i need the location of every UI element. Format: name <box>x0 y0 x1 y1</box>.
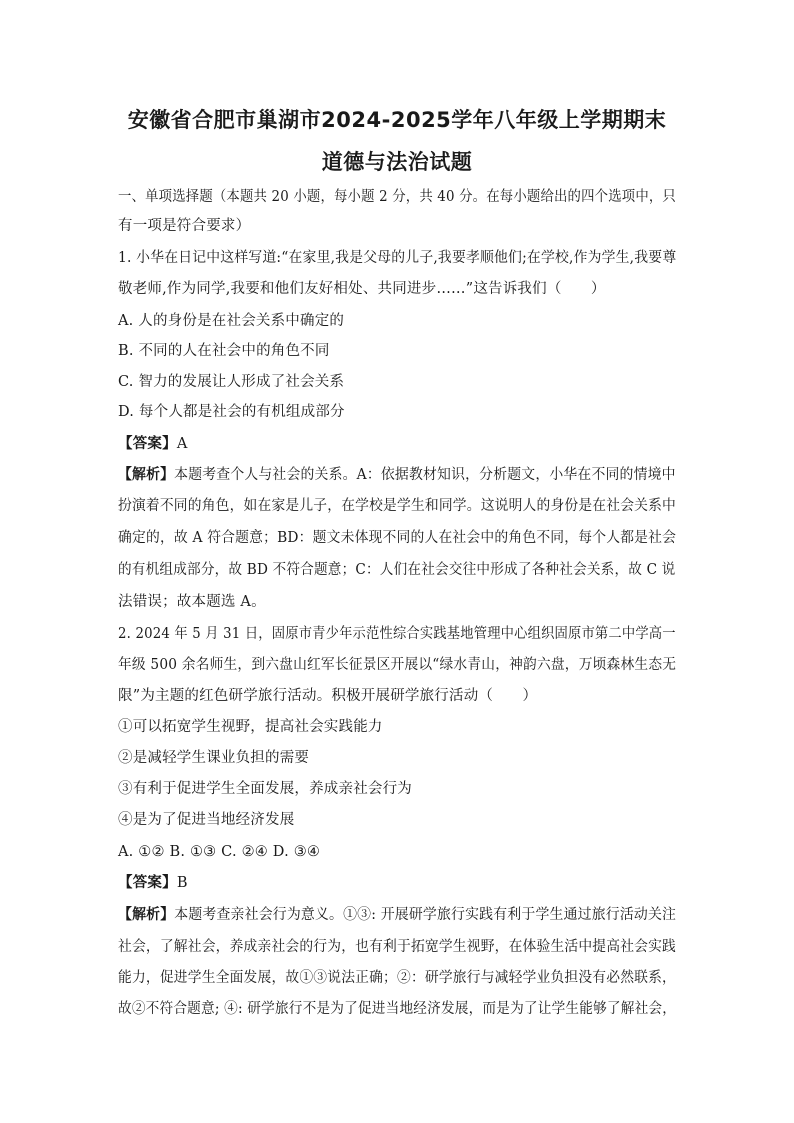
analysis-tag: 【解析】 <box>118 466 175 483</box>
question-1-analysis-line-5: 法错误；故本题选 A。 <box>118 594 266 610</box>
question-2-stem-line-2: 年级 500 余名师生，到六盘山红军长征景区开展以“绿水青山，神韵六盘，万顷森林生态无 <box>118 657 677 673</box>
question-2-item-2: ②是减轻学生课业负担的需要 <box>118 750 310 766</box>
question-1-stem-line-2: 敬老师,作为同学,我要和他们友好相处、共同进步……”这告诉我们（ ） <box>118 281 606 297</box>
document-title-line-1: 安徽省合肥市巢湖市2024-2025学年八年级上学期期末 <box>127 108 667 132</box>
question-2-analysis-line-1 <box>118 905 676 925</box>
question-1-option-a: A. 人的身份是在社会关系中确定的 <box>118 313 345 329</box>
question-1-analysis-line-3: 确定的，故 A 符合题意；BD：题文未体现不同的人在社会中的角色不同，每个人都是社会 <box>118 530 677 546</box>
question-2-choices: A. ①② B. ①③ C. ②④ D. ③④ <box>118 844 321 860</box>
question-2-item-4: ④是为了促进当地经济发展 <box>118 812 295 828</box>
question-2-item-1: ①可以拓宽学生视野，提高社会实践能力 <box>118 719 383 735</box>
question-1-analysis-line-2: 扮演着不同的角色，如在家是儿子，在学校是学生和同学。这说明人的身份是在社会关系中 <box>118 498 677 514</box>
answer-tag: 【答案】 <box>118 874 177 891</box>
question-1-analysis-line-4: 的有机组成部分，故 BD 不符合题意；C：人们在社会交往中形成了各种社会关系，故 C 说 <box>118 562 676 578</box>
answer-value: B <box>176 875 188 891</box>
question-1-stem-line-1: 1. 小华在日记中这样写道:“在家里,我是父母的儿子,我要孝顺他们;在学校,作为学生,我要尊 <box>118 250 677 266</box>
answer-value: A <box>176 436 188 452</box>
question-2-answer <box>118 873 188 893</box>
question-1-option-c: C. 智力的发展让人形成了社会关系 <box>118 374 345 390</box>
section-header-line-1: 一、单项选择题（本题共 20 小题，每小题 2 分，共 40 分。在每小题给出的四个选项中，只 <box>118 189 676 205</box>
question-2-item-3: ③有利于促进学生全面发展，养成亲社会行为 <box>118 781 412 797</box>
question-2-analysis-line-4: 故②不符合题意; ④: 研学旅行不是为了促进当地经济发展，而是为了让学生能够了解社会， <box>118 1001 677 1017</box>
analysis-text: 本题考查亲社会行为意义。①③: 开展研学旅行实践有利于学生通过旅行活动关注 <box>174 907 677 923</box>
answer-tag: 【答案】 <box>118 435 177 452</box>
question-2-stem-line-1: 2. 2024 年 5 月 31 日，固原市青少年示范性综合实践基地管理中心组织固原市第二中学高一 <box>118 626 676 642</box>
question-2-stem-line-3: 限”为主题的红色研学旅行活动。积极开展研学旅行活动（ ） <box>118 688 538 704</box>
question-1-option-d: D. 每个人都是社会的有机组成部分 <box>118 404 345 420</box>
analysis-text: 本题考查个人与社会的关系。A：依据教材知识，分析题文，小华在不同的情境中 <box>174 467 676 483</box>
document-title-line-2: 道德与法治试题 <box>321 150 473 174</box>
question-1-analysis-line-1 <box>118 465 676 485</box>
question-2-analysis-line-2: 社会，了解社会，养成亲社会的行为，也有利于拓宽学生视野，在体验生活中提高社会实践 <box>118 939 677 955</box>
question-2-analysis-line-3: 能力，促进学生全面发展，故①③说法正确；②：研学旅行与减轻学业负担没有必然联系， <box>118 970 677 986</box>
question-1-option-b: B. 不同的人在社会中的角色不同 <box>118 343 330 359</box>
section-header-line-2: 有一项是符合要求） <box>118 218 251 234</box>
analysis-tag: 【解析】 <box>118 906 175 923</box>
question-1-answer <box>118 434 187 454</box>
